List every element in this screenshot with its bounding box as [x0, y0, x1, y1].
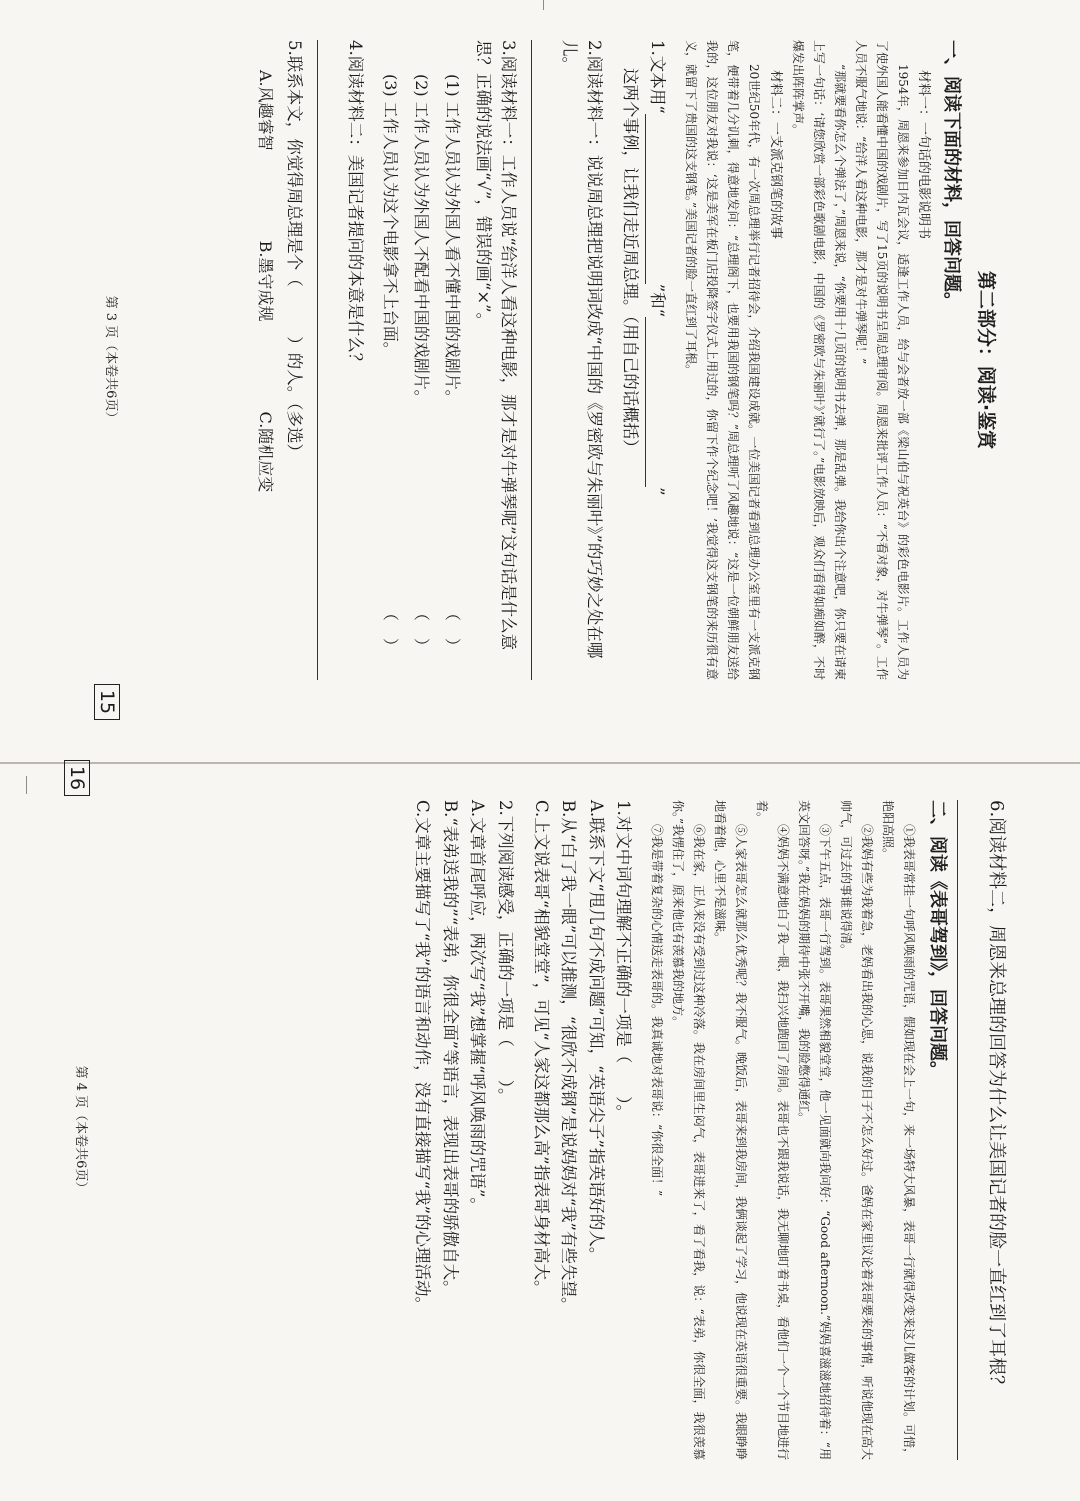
- option-a[interactable]: A.联系下文“甩几句不成问题”可知，“英语尖子”指英语好的人。: [586, 800, 606, 1264]
- judgement-item: (3) 工作人员认为这个电影拿不上台面。 （ ）: [378, 74, 403, 680]
- answer-line[interactable]: [531, 40, 554, 680]
- question-5-options: [253, 70, 278, 680]
- material1-title: 材料一：一句话的电影说明书: [915, 70, 931, 240]
- option-b[interactable]: B.从“白了我一眼”可以推测，“很欣不成钢”是说妈妈对“我”有些失望。: [559, 800, 579, 1314]
- reading-question-1: 1.对文中词句理解不正确的一项是（ ）。: [614, 800, 634, 1121]
- question-1: 1.文本用“”和“”: [645, 40, 671, 680]
- exam-page-3: [96, 40, 1000, 715]
- option-c[interactable]: C.上文说表哥“相貌堂堂”，可见“人家这都那么高”指表哥身材高大。: [531, 800, 551, 1297]
- judgement-paren[interactable]: （ ）: [381, 604, 401, 660]
- judgement-item: (2) 工作人员认为外国人不配看中国的戏剧片。 （ ）: [408, 74, 433, 680]
- option-a[interactable]: A.风趣睿智: [256, 70, 276, 151]
- question-4: 4.阅读材料二：美国记者提问的本意是什么？: [345, 40, 365, 370]
- material2-title: 材料二：一支派克钢笔的故事: [767, 70, 783, 240]
- story-paragraph: ③下午五点，表哥一行驾到。表哥果然相貌堂堂，他一见面就向我问好：“Good afternoon.”妈妈喜滋滋地招待着：“用英文回答呀。”我在妈妈的期待中张不开嘴，我的脸憋得通红。: [797, 800, 833, 1460]
- question-2: 2.阅读材料一：说说周总理把说明词改成“中国的《罗密欧与朱丽叶》”的巧妙之处在哪儿。: [559, 40, 605, 659]
- material1-paragraph: “那就要看你怎么个弹法了，”周恩来说，“你要用十几页的说明书去弹，那是乱弹。我给你出个注意吧，你只要在请柬上写一句话：‘请您欣赏一部彩色歌剧电影，中国的《罗密欧与朱丽叶》’就行了。”电影放映后，观众们看得如痴如醉，不时爆发出阵阵掌声。: [790, 40, 847, 680]
- question-6: 6.阅读材料二，周恩来总理的回答为什么让美国记者的脸一直红到了耳根？: [986, 800, 1007, 1394]
- judgement-item: (1) 工作人员认为外国人看不懂中国的戏剧片。 （ ）: [439, 74, 464, 680]
- page-footer: 第 4 页（本卷共6页）: [73, 1065, 89, 1195]
- story-paragraph: ④妈妈不满意地白了我一眼，我扫兴地跑回了房间。表哥也不跟我说话，我无聊地盯着书桌，看他们一个一个节目地进行着。: [755, 800, 791, 1461]
- part1-heading: 一、阅读下面的材料，回答问题。: [940, 40, 962, 310]
- material1-paragraph: 1954年，周恩来参加日内瓦会议，适逢工作人员，给与会者放一部《梁山伯与祝英台》的彩色电影片。工作人员为了使外国人能看懂中国的戏剧片，写了15页的说明书呈周总理审阅。周恩来批评工作人员：“不看对象，对牛弹琴”。工作人员不服气地说：“给洋人看这种电影，那才是对牛弹琴呢！”: [853, 40, 910, 680]
- answer-line[interactable]: [317, 40, 340, 680]
- option-b[interactable]: B.墨守成规: [256, 240, 276, 322]
- answer-line[interactable]: [957, 800, 980, 1460]
- story-paragraph: ①我表哥常挂一句呼风唤雨的咒语，假如现在会上一句，来一场特大风暴，表哥一行就得改变来这儿做客的计划。可惜，艳阳高照。: [881, 800, 917, 1461]
- question-3: 3.阅读材料一：工作人员说“给洋人看这种电影，那才是对牛弹琴呢”这句话是什么意思？正确的说法画“√”，错误的画“×”。: [473, 40, 519, 651]
- page-footer: 第 3 页（本卷共6页）: [103, 295, 119, 425]
- page-number-box: 15: [94, 684, 120, 720]
- answer-blank[interactable]: [645, 317, 662, 487]
- fold-divider: [0, 762, 1080, 764]
- part2-heading: 二、阅读《表哥驾到》，回答问题。: [927, 800, 949, 1079]
- option-c[interactable]: C.文章主要描写了“我”的语言和动作，没有直接描写“我”的心理活动。: [413, 800, 433, 1314]
- answer-blank[interactable]: [645, 114, 662, 284]
- option-c[interactable]: C.随机应变: [256, 411, 276, 493]
- judgement-paren[interactable]: （ ）: [443, 604, 463, 660]
- question-5: 5.联系本文，你觉得周总理是个（ ）的人。（多选）: [285, 40, 305, 460]
- material2-paragraph: 20世纪50年代，有一次周总理举行记者招待会，介绍我国建设成就。一位美国记者看到总理办公室里有一支派克钢笔，便带着几分讥刺，得意地发问：“总理阁下，也要用我国的钢笔吗？”周总理听了风趣地说：“这是一位朝鲜朋友送给我的，这位朋友对我说：‘这是美军在板门店投降签字仪式上用过的，你留下作个纪念吧！’我觉得这支钢笔的来历很有意义，就留下了贵国的这支钢笔。”美国记者的脸一直红到了耳根。: [684, 40, 762, 680]
- judgement-paren[interactable]: （ ）: [412, 604, 432, 660]
- exam-page-4: [66, 765, 1010, 1461]
- story-paragraph: ⑤人家表哥怎么就那么优秀呢？我不服气。晚饭后，表哥来到我房间，我俩谈起了学习，他说现在英语很重要。我眼睁睁地看着他，心里不是滋味。: [713, 800, 749, 1461]
- edge-mark: [543, 0, 544, 10]
- reading-question-2: 2.下列阅读感受，正确的一项是（ ）。: [495, 800, 515, 1105]
- story-paragraph: ⑦我是带着复杂的心情送走表哥的。我真诚地对表哥说：“你很全面！”: [650, 824, 665, 1197]
- story-paragraph: ②我妈有些为我着急，老妈看出我的心思，说我的日子不怎么好过。爸妈在家里议论着表哥要来的事情，听说他现在高大帅气，可过去的事谁说得清。: [839, 800, 875, 1461]
- question-1-line2: 这两个事例，让我们走近周总理。（用自己的话概括）: [620, 68, 640, 456]
- option-b[interactable]: B.“表弟送我的”“表弟，你很全面”等语言，表现出表哥的骄傲自大。: [440, 800, 460, 1297]
- edge-mark: [26, 776, 27, 794]
- option-a[interactable]: A.文章首尾呼应，两次写“我”想掌握“呼风唤雨的咒语”。: [468, 800, 488, 1214]
- story-paragraph: ⑥我在家，正从来没有受到过这种冷落。我在房间里生闷气，表哥进来了，看了看我，说：“表弟，你很全面，我很羡慕你。”我愣住了，原来他也有羡慕我的地方。: [671, 800, 707, 1460]
- page-number-box: 16: [64, 760, 90, 796]
- section-title: 第二部分：阅读·鉴赏: [975, 270, 997, 450]
